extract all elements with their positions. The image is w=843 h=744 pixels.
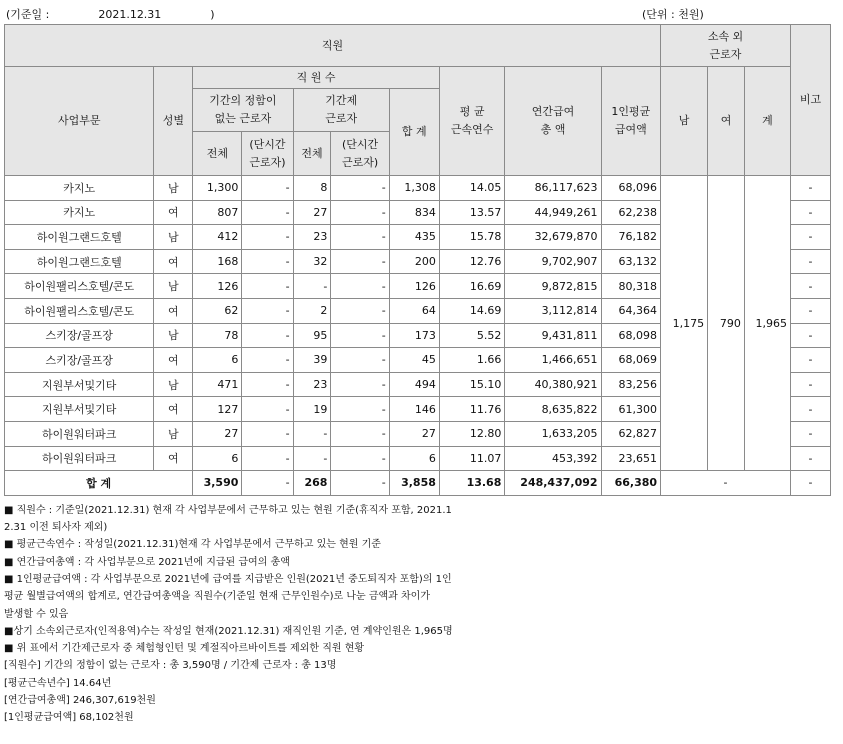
header-fixed-all: 전체: [293, 132, 331, 176]
gender-cell: 여: [154, 200, 193, 225]
fixed-term-part-time: -: [331, 225, 389, 250]
header-fixed-part-time: (단시간 근로자): [331, 132, 389, 176]
avg-pay: 68,098: [601, 323, 660, 348]
remark-cell: -: [790, 397, 830, 422]
total-pay: 44,949,261: [505, 200, 601, 225]
fixed-term-part-time: -: [331, 249, 389, 274]
fixed-term-count: 27: [293, 200, 331, 225]
permanent-count: 168: [193, 249, 242, 274]
permanent-count: 127: [193, 397, 242, 422]
gender-cell: 남: [154, 421, 193, 446]
footnote-line: ■상기 소속외근로자(인적용역)수는 작성일 현재(2021.12.31) 재직인원 기준, 연 계약인원은 1,965명: [4, 625, 453, 637]
total-pay: 9,702,907: [505, 249, 601, 274]
avg-pay: 64,364: [601, 298, 660, 323]
footnote-line: ■ 연간급여총액 : 각 사업부문으로 2021년에 지급된 급여의 총액: [4, 556, 290, 568]
total-pay: 453,392: [505, 446, 601, 471]
footnote-line: 발생할 수 있음: [4, 608, 69, 620]
avg-pay: 61,300: [601, 397, 660, 422]
gender-cell: 여: [154, 446, 193, 471]
avg-tenure: 11.76: [439, 397, 504, 422]
remark-cell: -: [790, 421, 830, 446]
total-pay: 86,117,623: [505, 176, 601, 201]
avg-pay: 76,182: [601, 225, 660, 250]
avg-tenure: 1.66: [439, 348, 504, 373]
avg-pay: 23,651: [601, 446, 660, 471]
footnote-line: ■ 직원수 : 기준일(2021.12.31) 현재 각 사업부문에서 근무하고 있는 현원 기준(휴직자 포함, 2021.1: [4, 504, 452, 516]
gender-cell: 여: [154, 348, 193, 373]
fixed-term-part-time: -: [331, 348, 389, 373]
total-pay: 1,633,205: [505, 421, 601, 446]
total-pay-sum: 248,437,092: [505, 471, 601, 496]
gender-cell: 남: [154, 372, 193, 397]
avg-tenure: 11.07: [439, 446, 504, 471]
division-cell: 하이원그랜드호텔: [5, 225, 154, 250]
fixed-term-part-time: -: [331, 176, 389, 201]
header-gender: 성별: [154, 67, 193, 176]
total-count: 126: [389, 274, 439, 299]
base-date: (기준일 : 2021.12.31 ): [6, 8, 215, 21]
permanent-part-time: -: [242, 298, 293, 323]
remark-cell: -: [790, 225, 830, 250]
fixed-term-count: 95: [293, 323, 331, 348]
division-cell: 하이원워터파크: [5, 446, 154, 471]
footnote-line: [1인평균급여액] 68,102천원: [4, 712, 134, 724]
remark-cell: -: [790, 200, 830, 225]
fixed-term-count: 23: [293, 225, 331, 250]
division-cell: 하이원워터파크: [5, 421, 154, 446]
total-pay: 9,431,811: [505, 323, 601, 348]
header-fixed-term: 기간제 근로자: [293, 89, 389, 132]
avg-tenure: 15.78: [439, 225, 504, 250]
avg-pay: 62,827: [601, 421, 660, 446]
header-permanent-part-time: (단시간 근로자): [242, 132, 293, 176]
header-total-pay: 연간급여 총 액: [505, 67, 601, 176]
header-remark: 비고: [790, 25, 830, 176]
fixed-term-count: 19: [293, 397, 331, 422]
header-female: 여: [708, 67, 745, 176]
permanent-count: 126: [193, 274, 242, 299]
footnote-line: 평균 월별급여액의 합계로, 연간급여총액을 직원수(기준일 현재 근무인원수)로 나눈 금액과 차이가: [4, 591, 430, 603]
division-cell: 하이원그랜드호텔: [5, 249, 154, 274]
permanent-count: 27: [193, 421, 242, 446]
division-cell: 지원부서및기타: [5, 372, 154, 397]
division-cell: 하이원팰리스호텔/콘도: [5, 298, 154, 323]
remark-cell: -: [790, 323, 830, 348]
permanent-part-time: -: [242, 397, 293, 422]
total-count: 435: [389, 225, 439, 250]
division-cell: 카지노: [5, 200, 154, 225]
avg-tenure: 16.69: [439, 274, 504, 299]
header-sum: 계: [744, 67, 790, 176]
total-count: 146: [389, 397, 439, 422]
total-count: 494: [389, 372, 439, 397]
total-pay: 9,872,815: [505, 274, 601, 299]
footnote-line: [평균근속년수] 14.64년: [4, 677, 112, 689]
total-count: 64: [389, 298, 439, 323]
affiliated-sum: 1,965: [744, 176, 790, 471]
permanent-part-time: -: [242, 421, 293, 446]
avg-pay: 63,132: [601, 249, 660, 274]
total-pay: 40,380,921: [505, 372, 601, 397]
fixed-term-part-time: -: [331, 323, 389, 348]
permanent-part-time: -: [242, 372, 293, 397]
fixed-term-count: 2: [293, 298, 331, 323]
total-permanent-part-time: -: [242, 471, 293, 496]
avg-tenure: 13.57: [439, 200, 504, 225]
fixed-term-count: 39: [293, 348, 331, 373]
fixed-term-count: 23: [293, 372, 331, 397]
permanent-count: 6: [193, 348, 242, 373]
remark-cell: -: [790, 348, 830, 373]
footnote-line: [직원수] 기간의 정함이 없는 근로자 : 총 3,590명 / 기간제 근로자 : 총 13명: [4, 660, 337, 672]
table-row: [5, 176, 831, 201]
total-avg-tenure: 13.68: [439, 471, 504, 496]
gender-cell: 남: [154, 274, 193, 299]
affiliated-female: 790: [708, 176, 745, 471]
division-cell: 스키장/골프장: [5, 348, 154, 373]
fixed-term-count: -: [293, 274, 331, 299]
total-pay: 32,679,870: [505, 225, 601, 250]
unit-label: (단위 : 천원): [642, 8, 704, 21]
permanent-count: 78: [193, 323, 242, 348]
avg-tenure: 14.05: [439, 176, 504, 201]
avg-tenure: 15.10: [439, 372, 504, 397]
permanent-count: 807: [193, 200, 242, 225]
footnote-line: ■ 위 표에서 기간제근로자 중 체험형인턴 및 계절직아르바이트를 제외한 직원 현황: [4, 643, 365, 655]
permanent-part-time: -: [242, 274, 293, 299]
gender-cell: 여: [154, 298, 193, 323]
gender-cell: 남: [154, 323, 193, 348]
remark-cell: -: [790, 249, 830, 274]
header-permanent-all: 전체: [193, 132, 242, 176]
remark-cell: -: [790, 372, 830, 397]
avg-tenure: 14.69: [439, 298, 504, 323]
permanent-part-time: -: [242, 323, 293, 348]
division-cell: 지원부서및기타: [5, 397, 154, 422]
remark-cell: -: [790, 274, 830, 299]
permanent-part-time: -: [242, 200, 293, 225]
division-cell: 스키장/골프장: [5, 323, 154, 348]
fixed-term-count: 8: [293, 176, 331, 201]
employee-status-table: [4, 24, 831, 496]
fixed-term-count: -: [293, 421, 331, 446]
gender-cell: 남: [154, 225, 193, 250]
total-remark: -: [790, 471, 830, 496]
total-count: 45: [389, 348, 439, 373]
total-avg-pay: 66,380: [601, 471, 660, 496]
division-cell: 하이원팰리스호텔/콘도: [5, 274, 154, 299]
total-count: 834: [389, 200, 439, 225]
header-affiliated-workers: 소속 외 근로자: [661, 25, 791, 67]
total-label: 합 계: [5, 471, 193, 496]
fixed-term-part-time: -: [331, 274, 389, 299]
avg-pay: 68,096: [601, 176, 660, 201]
permanent-count: 62: [193, 298, 242, 323]
header-male: 남: [661, 67, 708, 176]
avg-tenure: 12.76: [439, 249, 504, 274]
permanent-part-time: -: [242, 176, 293, 201]
remark-cell: -: [790, 446, 830, 471]
permanent-part-time: -: [242, 225, 293, 250]
permanent-count: 412: [193, 225, 242, 250]
affiliated-male: 1,175: [661, 176, 708, 471]
total-fixed-term: 268: [293, 471, 331, 496]
header-division: 사업부문: [5, 67, 154, 176]
header-avg-pay: 1인평균 급여액: [601, 67, 660, 176]
fixed-term-part-time: -: [331, 446, 389, 471]
fixed-term-count: 32: [293, 249, 331, 274]
header-headcount: 직 원 수: [193, 67, 440, 89]
fixed-term-part-time: -: [331, 298, 389, 323]
fixed-term-part-time: -: [331, 372, 389, 397]
total-pay: 3,112,814: [505, 298, 601, 323]
total-row: [5, 471, 831, 496]
fixed-term-part-time: -: [331, 421, 389, 446]
fixed-term-part-time: -: [331, 200, 389, 225]
remark-cell: -: [790, 298, 830, 323]
total-headcount: 3,858: [389, 471, 439, 496]
report-header: [0, 0, 843, 24]
remark-cell: -: [790, 176, 830, 201]
total-permanent: 3,590: [193, 471, 242, 496]
footnote-line: 2.31 이전 퇴사자 제외): [4, 522, 108, 534]
header-avg-tenure: 평 균 근속연수: [439, 67, 504, 176]
table-body: [5, 176, 831, 496]
total-count: 1,308: [389, 176, 439, 201]
avg-tenure: 5.52: [439, 323, 504, 348]
permanent-part-time: -: [242, 249, 293, 274]
permanent-part-time: -: [242, 446, 293, 471]
header-permanent: 기간의 정함이 없는 근로자: [193, 89, 293, 132]
avg-tenure: 12.80: [439, 421, 504, 446]
total-pay: 8,635,822: [505, 397, 601, 422]
total-fixed-part-time: -: [331, 471, 389, 496]
footnotes: [4, 502, 843, 727]
avg-pay: 68,069: [601, 348, 660, 373]
avg-pay: 83,256: [601, 372, 660, 397]
permanent-part-time: -: [242, 348, 293, 373]
division-cell: 카지노: [5, 176, 154, 201]
permanent-count: 471: [193, 372, 242, 397]
total-count: 6: [389, 446, 439, 471]
permanent-count: 1,300: [193, 176, 242, 201]
gender-cell: 여: [154, 249, 193, 274]
fixed-term-count: -: [293, 446, 331, 471]
total-count: 27: [389, 421, 439, 446]
total-affiliated: -: [661, 471, 791, 496]
total-pay: 1,466,651: [505, 348, 601, 373]
header-staff: 직원: [5, 25, 661, 67]
total-count: 200: [389, 249, 439, 274]
total-count: 173: [389, 323, 439, 348]
avg-pay: 62,238: [601, 200, 660, 225]
permanent-count: 6: [193, 446, 242, 471]
footnote-line: ■ 평균근속연수 : 작성일(2021.12.31)현재 각 사업부문에서 근무하고 있는 현원 기준: [4, 539, 381, 551]
header-total: 합 계: [389, 89, 439, 176]
fixed-term-part-time: -: [331, 397, 389, 422]
avg-pay: 80,318: [601, 274, 660, 299]
footnote-line: [연간급여총액] 246,307,619천원: [4, 694, 156, 706]
gender-cell: 여: [154, 397, 193, 422]
gender-cell: 남: [154, 176, 193, 201]
footnote-line: ■ 1인평균급여액 : 각 사업부문으로 2021년에 급여를 지급받은 인원(2021년 중도퇴직자 포함)의 1인: [4, 573, 452, 585]
